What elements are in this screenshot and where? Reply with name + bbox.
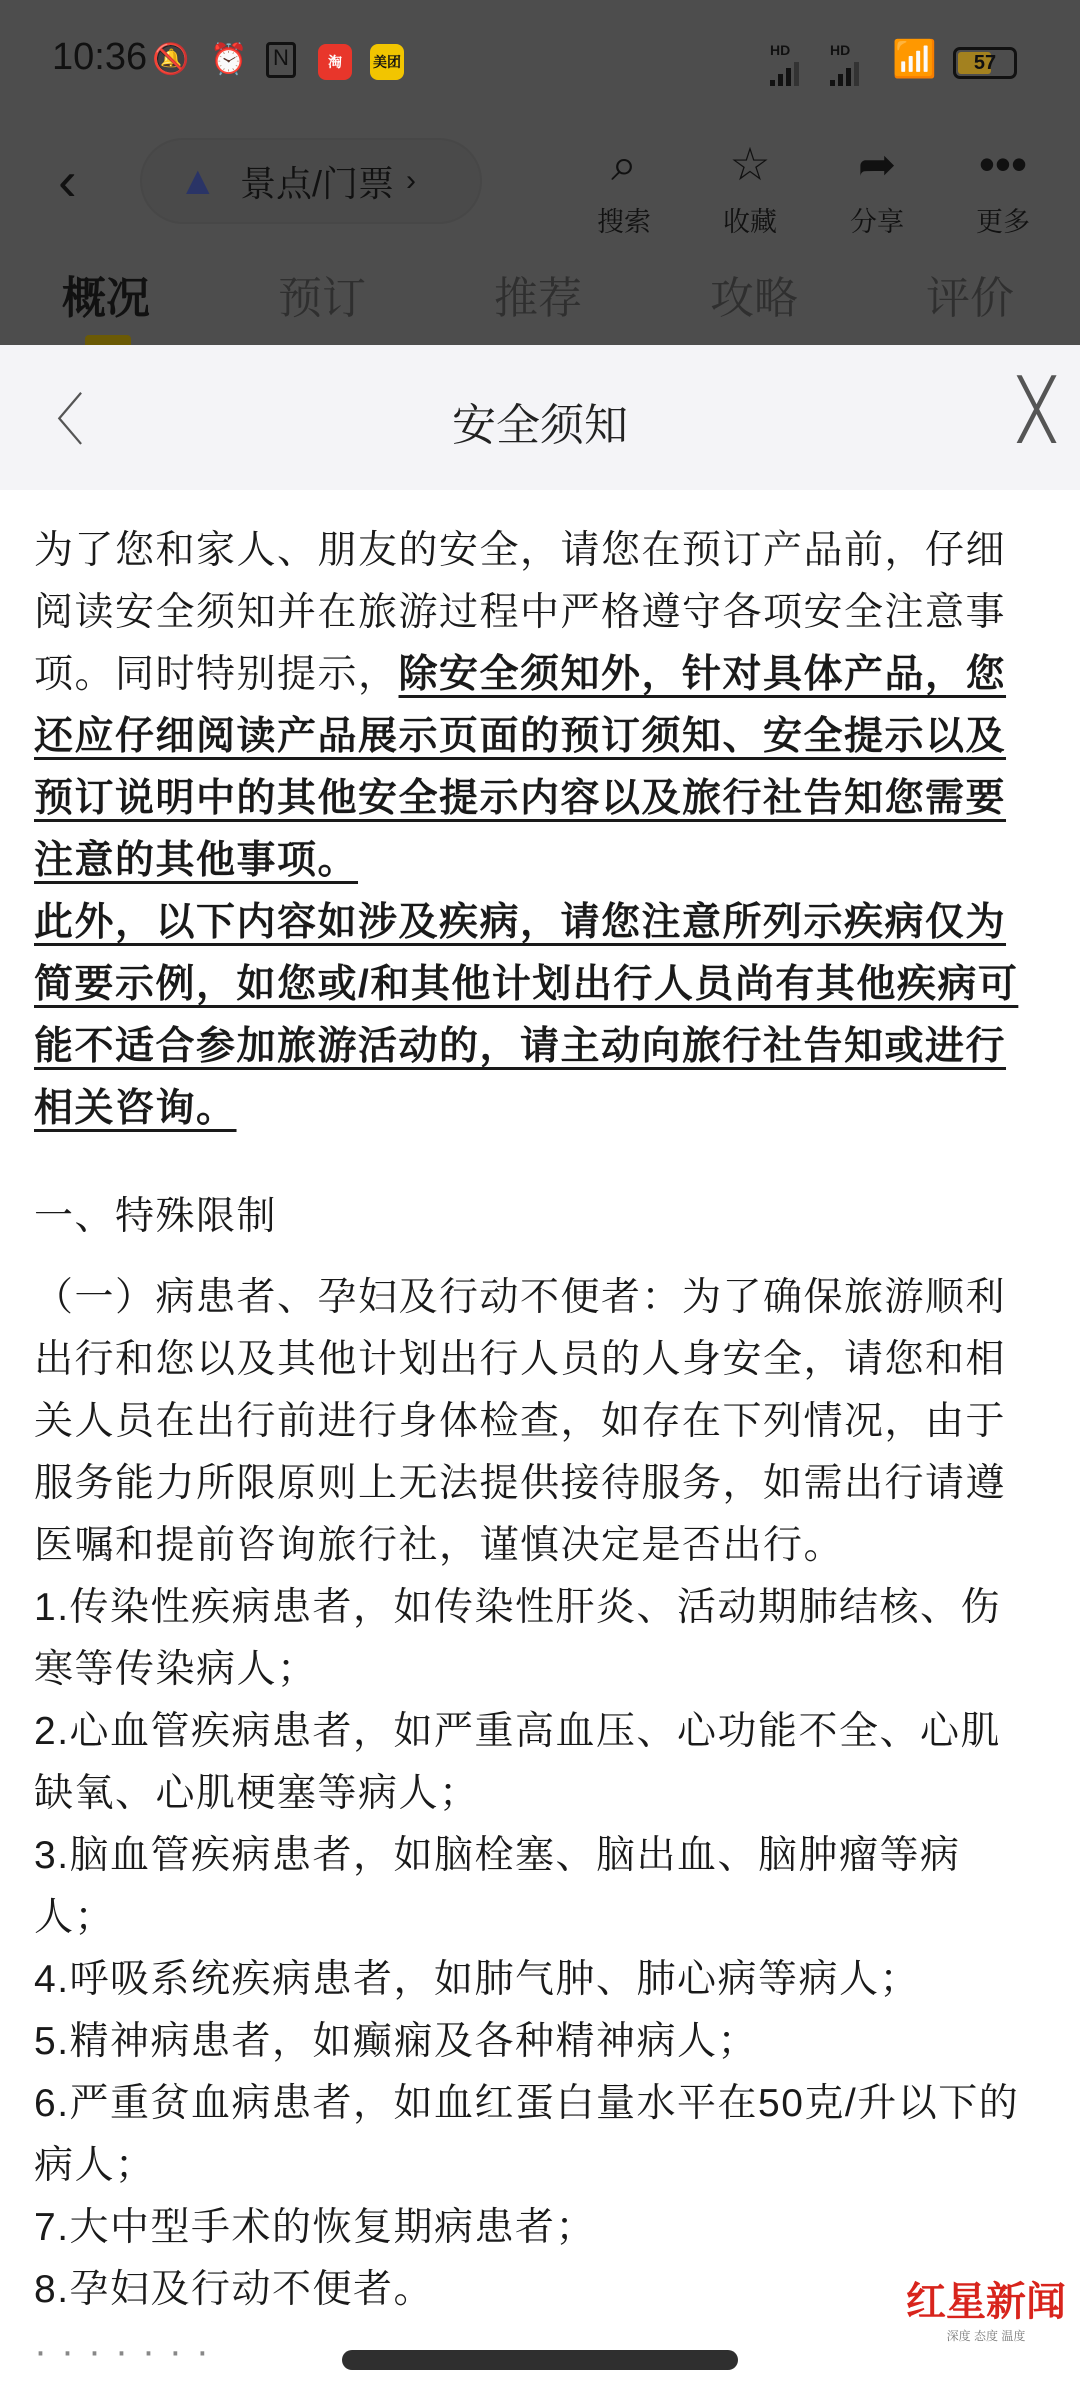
text-line: 8.孕妇及行动不便者。: [34, 2268, 435, 2311]
notice-content: [0, 490, 1080, 2373]
emphasized-text: 能不适合参加旅游活动的，请主动向旅行社告知或进行: [34, 1025, 1007, 1068]
emphasized-text: 还应仔细阅读产品展示页面的预订须知、安全提示以及: [34, 715, 1007, 758]
taobao-icon: 淘: [318, 44, 352, 80]
safety-notice-sheet: [0, 345, 1080, 2400]
text-line: 4.呼吸系统疾病患者，如肺气肿、肺心病等病人；: [34, 1958, 921, 2001]
section-body: [34, 1267, 1046, 2321]
more-icon: •••: [978, 138, 1028, 190]
favorite-button[interactable]: [705, 128, 795, 239]
cutoff-line: ·······: [34, 2330, 223, 2373]
tab-reviews[interactable]: 评价: [926, 274, 1014, 323]
active-tab-indicator: [85, 335, 131, 345]
emphasized-text: 注意的其他事项。: [34, 839, 359, 882]
favorite-label: 收藏: [723, 207, 777, 237]
emphasized-text: 除安全须知外，针对具体产品，您: [398, 653, 1007, 696]
text-segment: 项。同时特别提示，: [34, 653, 399, 696]
battery-level: 57: [973, 52, 997, 74]
clock: 10:36: [52, 36, 148, 78]
tab-guide[interactable]: 攻略: [710, 274, 798, 323]
nfc-icon: N: [266, 42, 296, 78]
back-icon[interactable]: ‹: [58, 149, 77, 212]
wifi-icon: 📶: [892, 38, 937, 79]
text-line: [34, 892, 1046, 954]
text-line: （一）病患者、孕妇及行动不便者：为了确保旅游顺利: [34, 1276, 1007, 1319]
mute-icon: 🔕: [152, 43, 190, 76]
text-line: 出行和您以及其他计划出行人员的人身安全，请您和相: [34, 1338, 1007, 1381]
tab-booking[interactable]: 预订: [278, 274, 366, 323]
back-icon[interactable]: 〈: [28, 389, 84, 452]
text-line: [34, 768, 1046, 830]
text-line: [34, 954, 1046, 1016]
text-line: 5.精神病患者，如癫痫及各种精神病人；: [34, 2020, 759, 2063]
text-line: [34, 706, 1046, 768]
emphasized-text: 此外，以下内容如涉及疾病，请您注意所列示疾病仅为: [34, 901, 1007, 944]
text-line: 缺氧、心肌梗塞等病人；: [34, 1772, 480, 1815]
text-line: 医嘱和提前咨询旅行社，谨慎决定是否出行。: [34, 1524, 845, 1567]
text-line: 服务能力所限原则上无法提供接待服务，如需出行请遵: [34, 1462, 1007, 1505]
more-label: 更多: [976, 207, 1030, 237]
watermark: [906, 2270, 1066, 2344]
section-heading: 一、特殊限制: [34, 1195, 278, 1238]
watermark-tagline: 深度 态度 温度: [946, 2329, 1026, 2343]
meituan-icon: 美团: [370, 44, 404, 80]
emphasized-text: 相关咨询。: [34, 1087, 237, 1130]
tab-recommend[interactable]: 推荐: [494, 274, 582, 323]
text-line: [34, 830, 1046, 892]
share-label: 分享: [850, 207, 904, 237]
share-icon: ➦: [857, 138, 897, 190]
search-label: 搜索: [597, 207, 651, 237]
text-segment: 阅读安全须知并在旅游过程中严格遵守各项安全注意事: [34, 591, 1007, 634]
share-button[interactable]: [832, 128, 922, 239]
tab-overview[interactable]: 概况: [62, 274, 150, 323]
text-line: [34, 582, 1046, 644]
text-line: 病人；: [34, 2144, 156, 2187]
close-icon[interactable]: ╳: [1019, 377, 1054, 442]
text-line: 3.脑血管疾病患者，如脑栓塞、脑出血、脑肿瘤等病: [34, 1834, 961, 1877]
alarm-icon: ⏰: [210, 43, 248, 76]
category-selector[interactable]: [140, 138, 482, 224]
watermark-logo: 红星新闻: [906, 2278, 1066, 2325]
signal-label: HD: [770, 42, 791, 58]
signal-icon: [830, 62, 859, 86]
text-line: [34, 520, 1046, 582]
text-line: [34, 644, 1046, 706]
signal-label: HD: [830, 42, 851, 58]
text-segment: 为了您和家人、朋友的安全，请您在预订产品前，仔细: [34, 529, 1007, 572]
text-line: 人；: [34, 1896, 116, 1939]
sheet-header: [0, 345, 1080, 490]
top-nav: [0, 128, 1080, 248]
text-line: 7.大中型手术的恢复期病患者；: [34, 2206, 597, 2249]
search-button[interactable]: [579, 128, 669, 239]
temple-icon: ▲: [178, 159, 218, 203]
intro-paragraph: [34, 520, 1046, 1140]
sheet-title: 安全须知: [452, 401, 628, 450]
more-button[interactable]: [958, 128, 1048, 239]
emphasized-text: 预订说明中的其他安全提示内容以及旅行社告知您需要: [34, 777, 1007, 820]
text-line: 6.严重贫血病患者，如血红蛋白量水平在50克/升以下的: [34, 2082, 1020, 2125]
text-line: 2.心血管疾病患者，如严重高血压、心功能不全、心肌: [34, 1710, 1002, 1753]
home-indicator[interactable]: [342, 2350, 738, 2370]
status-bar: [0, 0, 1080, 120]
tab-bar: [0, 262, 1080, 332]
star-icon: ☆: [729, 138, 771, 190]
battery-icon: [953, 47, 1017, 79]
text-line: 关人员在出行前进行身体检查，如存在下列情况，由于: [34, 1400, 1007, 1443]
emphasized-text: 简要示例，如您或/和其他计划出行人员尚有其他疾病可: [34, 963, 1019, 1006]
signal-icon: [770, 62, 799, 86]
category-label: 景点/门票: [240, 162, 395, 204]
chevron-right-icon: ›: [406, 164, 417, 197]
text-line: [34, 1016, 1046, 1078]
text-line: 1.传染性疾病患者，如传染性肝炎、活动期肺结核、伤: [34, 1586, 1002, 1629]
text-line: [34, 1078, 1046, 1140]
search-icon: ⌕: [611, 138, 637, 190]
text-line: 寒等传染病人；: [34, 1648, 318, 1691]
